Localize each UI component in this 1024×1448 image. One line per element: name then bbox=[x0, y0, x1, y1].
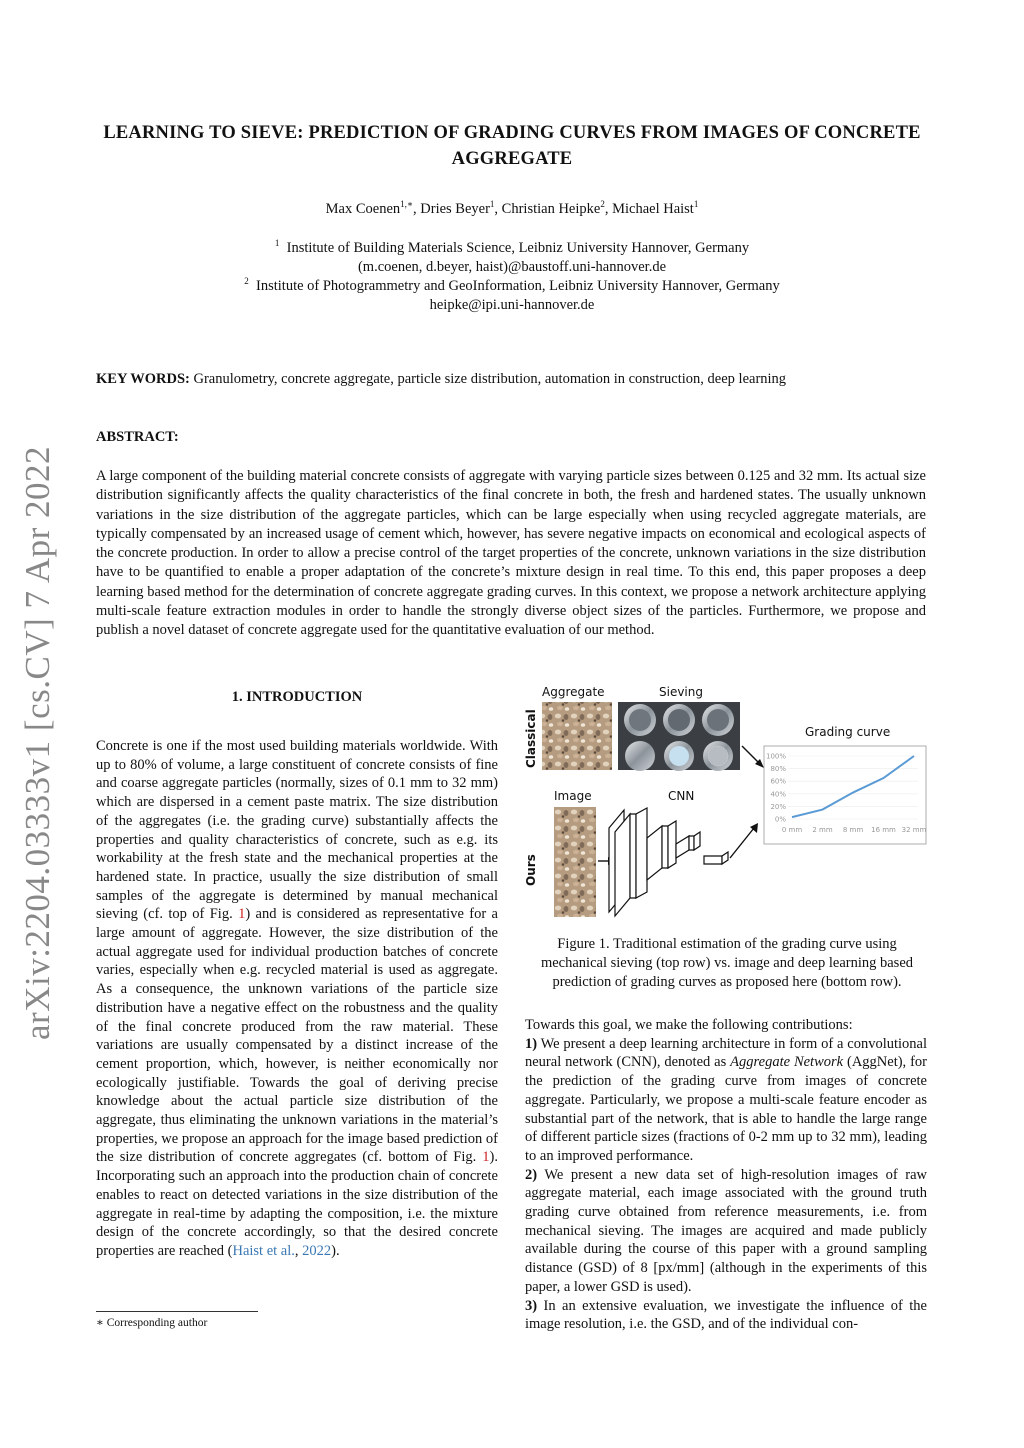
x-tick-label: 8 mm bbox=[842, 826, 864, 834]
citation-link-year[interactable]: 2022 bbox=[302, 1242, 332, 1259]
cnn-diagram bbox=[609, 808, 728, 916]
arxiv-identifier: arXiv:2204.03333v1 [cs.CV] 7 Apr 2022 bbox=[18, 445, 57, 1040]
figure-caption: Figure 1. Traditional estimation of the grading curve using mechanical sieving (top row) vs. image and deep learning based prediction of grading curves as proposed here (bottom row). bbox=[540, 936, 914, 990]
contribution-emphasis: Aggregate Network bbox=[730, 1054, 844, 1071]
figure-label-sieving: Sieving bbox=[659, 685, 703, 699]
affiliation-text: Institute of Building Materials Science, Leibniz University Hannover, Germany bbox=[286, 240, 750, 256]
figure-label-cnn: CNN bbox=[668, 789, 695, 803]
intro-text-part: ). bbox=[331, 1242, 340, 1259]
contribution-number: 2) bbox=[525, 1166, 538, 1183]
author-affiliation-mark: 1 bbox=[693, 199, 699, 209]
citation-link-author[interactable]: Haist et al. bbox=[232, 1242, 295, 1259]
affiliation-mark: 1 bbox=[274, 238, 280, 248]
contribution-number: 3) bbox=[525, 1297, 538, 1314]
y-tick-label: 100% bbox=[765, 752, 786, 761]
contribution-text: We present a new data set of high-resolution images of raw aggregate material, each image associated with the ground truth grading curve obtained from reference measurements, i.e. from mechanical sieving. The images are acquired and made publicly available during the course of this paper with a ground sampling distance (GSD) of 8 [px/mm] (although in the experiments of this paper, a lower GSD is used). bbox=[525, 1166, 927, 1295]
aggregate-sample-image bbox=[542, 702, 612, 770]
section-heading-introduction: 1. INTRODUCTION bbox=[231, 689, 363, 705]
figure-label-classical: Classical bbox=[524, 709, 538, 768]
author-name: Dries Beyer bbox=[420, 201, 490, 217]
figure-1 bbox=[522, 680, 928, 920]
contribution-number: 1) bbox=[525, 1035, 538, 1052]
x-tick-label: 16 mm bbox=[871, 826, 896, 834]
author-name: Michael Haist bbox=[612, 201, 694, 217]
author-affiliation-mark: 1 bbox=[489, 199, 495, 209]
keywords-label: KEY WORDS: bbox=[96, 371, 190, 387]
contributions-text bbox=[525, 1016, 927, 1334]
contribution-text: (AggNet), for the prediction of the grading curve from images of concrete aggregate. Particularly, we propose a multi-scale feature encoder as substantial part of the network, that is able to handle the large range of different particle sizes (fractions of 0-2 mm up to 32 mm), leading to an improved performance. bbox=[525, 1054, 927, 1164]
footnote-divider bbox=[96, 1311, 258, 1312]
figure-reference-link[interactable]: 1 bbox=[482, 1149, 490, 1166]
author-affiliation-mark: 1,∗ bbox=[400, 199, 414, 209]
author-name: Christian Heipke bbox=[501, 201, 601, 217]
figure-reference-link[interactable]: 1 bbox=[238, 906, 246, 923]
intro-text-part: Concrete is one if the most used building materials worldwide. With up to 80% of volume, a large constituent of concrete consists of fine and coarse aggregate particles (normally, sizes of 0.1 mm to 32 mm) which are dispersed in a cement paste matrix. The size distribution of the aggregates (i.e. the grading curve) substantially affects the properties and quality characteristics of concrete, such as e.g. its workability at the fresh state and the mechanical properties at the hardened state. In practice, usually the size distribution of small samples of the aggregate is determined by manual mechanical sieving (cf. top of Fig. bbox=[96, 738, 498, 923]
x-tick-label: 32 mm bbox=[901, 826, 927, 834]
affiliation-2 bbox=[96, 277, 928, 315]
citation-separator: , bbox=[294, 1242, 303, 1259]
y-tick-label: 20% bbox=[770, 802, 786, 811]
arrow-to-chart bbox=[730, 828, 754, 858]
contribution-item bbox=[525, 1297, 927, 1334]
y-tick-label: 60% bbox=[770, 777, 786, 786]
x-tick-label: 0 mm bbox=[781, 826, 803, 834]
arrow-to-chart bbox=[742, 746, 760, 764]
grading-curve-title: Grading curve bbox=[805, 725, 891, 739]
input-image bbox=[554, 807, 596, 917]
x-tick-label: 2 mm bbox=[812, 826, 833, 834]
contribution-item bbox=[525, 1166, 927, 1297]
keywords bbox=[96, 371, 928, 388]
author-list: Max Coenen$^{1,∗}$, Dries Beyer$^1$, Christian Heipke$^2$, Michael Haist$^1$ bbox=[325, 199, 699, 217]
contribution-text: In an extensive evaluation, we investigate the influence of the image resolution, i.e. the GSD, and of the individual con- bbox=[525, 1297, 927, 1333]
intro-text-part: ). Incorporating such an approach into the production chain of concrete enables to react on detected variations in the size distribution of the aggregate in real-time by adapting the composition, i.e. the mixture design of the concrete accordingly, so that the desired concrete properties are reached ( bbox=[96, 1149, 498, 1259]
y-tick-label: 0% bbox=[774, 815, 786, 824]
affiliation-mark: 2 bbox=[244, 276, 249, 286]
introduction-text bbox=[96, 737, 498, 1261]
sieving-photo bbox=[618, 702, 740, 771]
paper-title: LEARNING TO SIEVE: PREDICTION OF GRADING CURVES FROM IMAGES OF CONCRETE AGGREGATE bbox=[103, 123, 921, 169]
grading-curve-chart bbox=[764, 746, 927, 844]
y-tick-label: 80% bbox=[770, 765, 786, 774]
contribution-text: We present a deep learning architecture in form of a convolutional neural network (CNN), denoted as bbox=[525, 1035, 927, 1071]
affiliation-text: Institute of Photogrammetry and GeoInformation, Leibniz University Hannover, Germany bbox=[256, 278, 780, 294]
abstract-text: A large component of the building material concrete consists of aggregate with varying particle sizes between 0.125 and 32 mm. Its actual size distribution significantly affects the quality characteristics of the final concrete in both, the fresh and hardened states. The usually unknown variations in the size distribution of the aggregate particles, which can be large especially when using recycled aggregate materials, are typically compensated by an increased usage of cement which, however, has severe negative impacts on economical and ecological aspects of the concrete production. In order to allow a precise control of the target properties of the concrete, unknown variations in the size distribution have to be quantified to enable a proper adaptation of the concrete’s mixture design in real time. To this end, this paper proposes a deep learning based method for the determination of concrete aggregate grading curves. In this context, we propose a network architecture applying multi-scale feature extraction modules in order to handle the strongly diverse object sizes of the particles. Furthermore, we propose and publish a novel dataset of concrete aggregate used for the quantitative evaluation of our method. bbox=[96, 468, 926, 639]
figure-label-aggregate: Aggregate bbox=[542, 685, 605, 699]
affiliation-email: heipke@ipi.uni-hannover.de bbox=[429, 297, 595, 313]
figure-label-ours: Ours bbox=[524, 854, 538, 886]
abstract-heading: ABSTRACT: bbox=[96, 429, 179, 445]
contributions-intro: Towards this goal, we make the following contributions: bbox=[525, 1017, 853, 1033]
affiliation-email: (m.coenen, d.beyer, haist)@baustoff.uni-hannover.de bbox=[357, 259, 667, 275]
intro-text-part: ) and is considered as representative for a large amount of aggregate. However, the size distribution of the actual aggregate used for individual production batches of concrete varies, especially when e.g. recycled material is used as aggregate. As a consequence, the unknown variations of the particle size distribution have a negative effect on the robustness and the quality of the final concrete produced from the raw material. These variations are usually compensated by a distinct increase of the cement proportion, which, however, is neither economically nor ecologically justifiable. Towards the goal of deriving precise knowledge about the actual particle size distribution of the aggregate, thus eliminating the unknown variations in the material’s properties, we propose an approach for the image based prediction of the size distribution of concrete aggregates (cf. bottom of Fig. bbox=[96, 906, 498, 1166]
keywords-text: Granulometry, concrete aggregate, particle size distribution, automation in construction, deep learning bbox=[193, 371, 787, 387]
author-affiliation-mark: 2 bbox=[600, 199, 605, 209]
affiliation-1 bbox=[96, 239, 928, 277]
y-tick-label: 40% bbox=[770, 790, 786, 799]
contribution-item bbox=[525, 1035, 927, 1166]
figure-label-image: Image bbox=[554, 789, 592, 803]
author-name: Max Coenen bbox=[325, 201, 401, 217]
footnote: ∗ Corresponding author bbox=[96, 1317, 208, 1329]
